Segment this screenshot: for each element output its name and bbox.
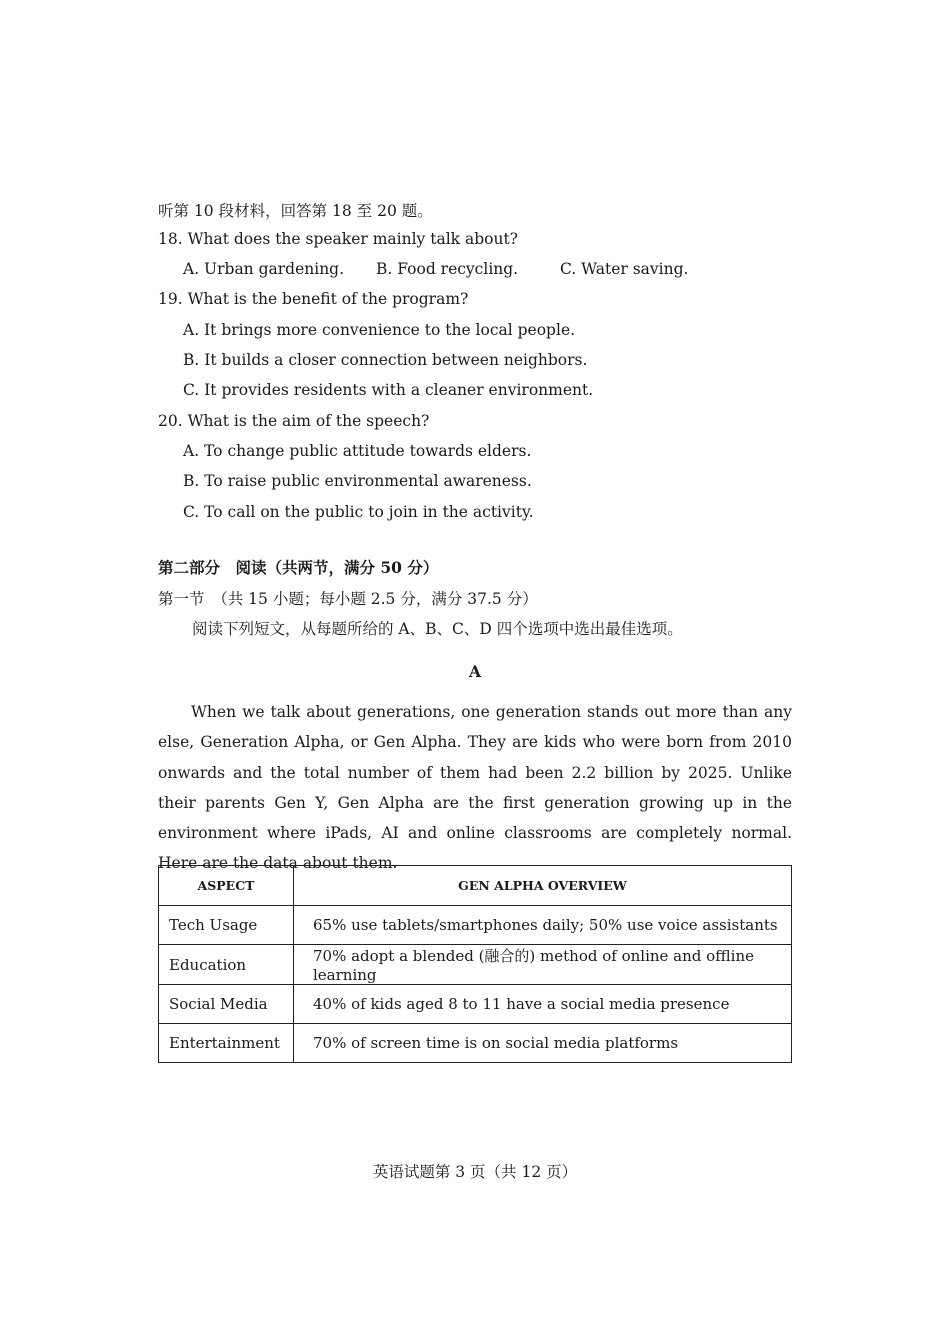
- page-footer: 英语试题第 3 页（共 12 页）: [372, 1163, 578, 1181]
- table-cell-overview: 65% use tablets/smartphones daily; 50% use voice assistants: [294, 906, 792, 945]
- question-20-option-c: C. To call on the public to join in the activity.: [183, 503, 534, 521]
- table-row: [159, 906, 792, 945]
- table-header-row: [159, 866, 792, 906]
- question-20-stem: 20. What is the aim of the speech?: [158, 412, 430, 430]
- reading-instruction: 阅读下列短文，从每题所给的 A、B、C、D 四个选项中选出最佳选项。: [192, 620, 683, 638]
- question-19-option-c: C. It provides residents with a cleaner environment.: [183, 381, 594, 399]
- question-18-option-a: A. Urban gardening.: [183, 260, 345, 278]
- question-18-stem: 18. What does the speaker mainly talk about?: [158, 230, 518, 248]
- passage-label: A: [468, 662, 482, 681]
- table-cell-aspect: Tech Usage: [159, 906, 294, 945]
- table-cell-aspect: Social Media: [159, 985, 294, 1024]
- passage-paragraph: [158, 697, 792, 879]
- reading-section-title: 第一节 （共 15 小题；每小题 2.5 分，满分 37.5 分）: [158, 590, 538, 608]
- question-19-option-b: B. It builds a closer connection between neighbors.: [183, 351, 588, 369]
- table-cell-overview: 40% of kids aged 8 to 11 have a social media presence: [294, 985, 792, 1024]
- table-row: [159, 945, 792, 985]
- table-cell-overview: 70% of screen time is on social media platforms: [294, 1024, 792, 1063]
- question-18-option-c: C. Water saving.: [560, 260, 689, 278]
- question-20-option-a: A. To change public attitude towards elders.: [183, 442, 532, 460]
- table-header-overview: GEN ALPHA OVERVIEW: [294, 866, 792, 906]
- table-cell-aspect: Education: [159, 945, 294, 985]
- question-19-stem: 19. What is the benefit of the program?: [158, 290, 469, 308]
- table-row: [159, 985, 792, 1024]
- table-header-aspect: ASPECT: [159, 866, 294, 906]
- table-cell-overview: 70% adopt a blended (融合的) method of online and offline learning: [294, 945, 792, 985]
- table-row: [159, 1024, 792, 1063]
- listening-intro: 听第 10 段材料，回答第 18 至 20 题。: [158, 202, 433, 220]
- question-19-option-a: A. It brings more convenience to the local people.: [183, 321, 576, 339]
- gen-alpha-table: [158, 865, 792, 1063]
- question-18-option-b: B. Food recycling.: [376, 260, 519, 278]
- reading-part-title: 第二部分 阅读（共两节，满分 50 分）: [158, 558, 439, 577]
- passage-paragraph-text: When we talk about generations, one generation stands out more than any else, Generation Alpha, or Gen Alpha. They are kids who were born from 2010 onwards and the total number of them had been 2.2 billion by 2025. Unlike their parents Gen Y, Gen Alpha are the first generation growing up in the environment where iPads, AI and online classrooms are completely normal. Here are the data about them.: [158, 703, 792, 873]
- table-cell-aspect: Entertainment: [159, 1024, 294, 1063]
- question-20-option-b: B. To raise public environmental awareness.: [183, 472, 532, 490]
